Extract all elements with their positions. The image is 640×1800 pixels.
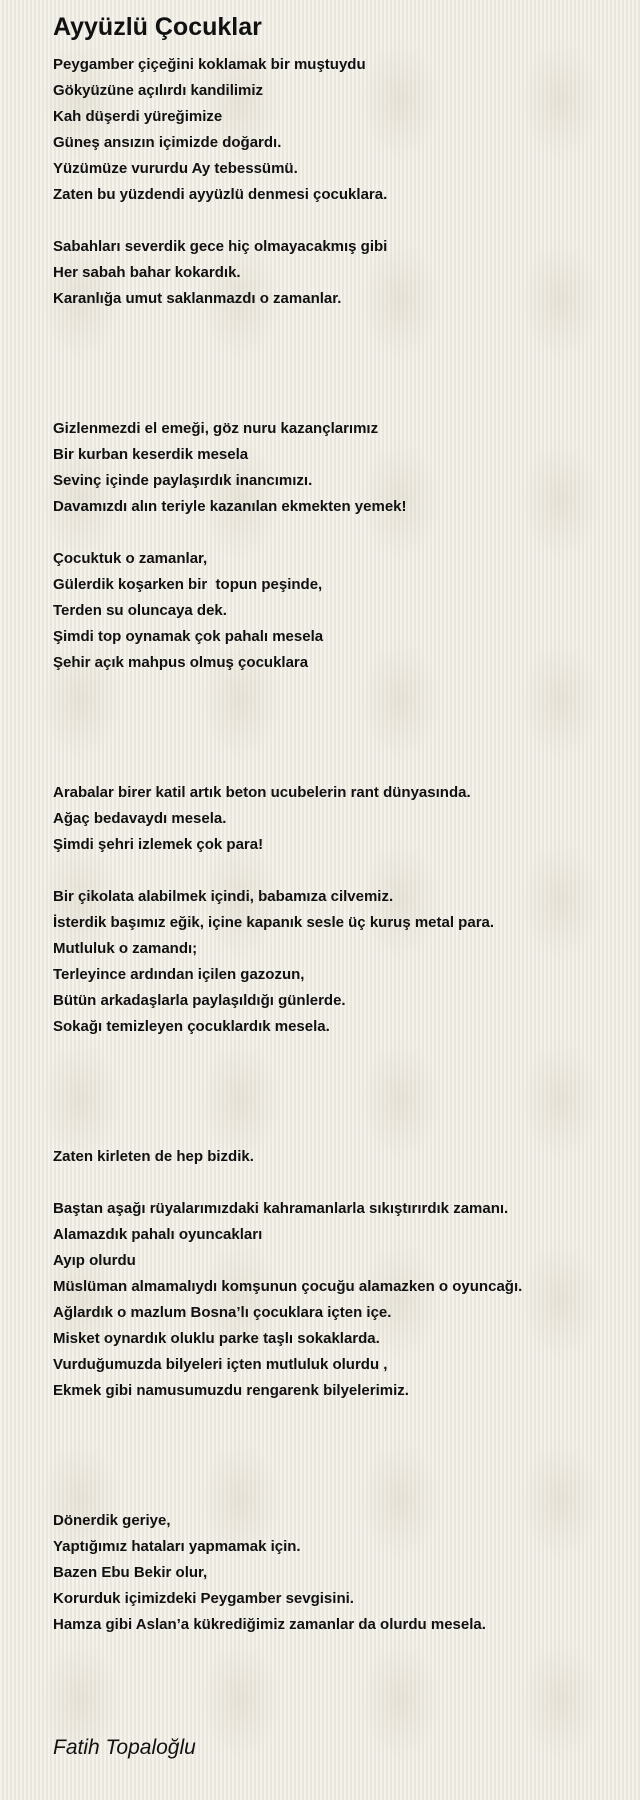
- poem-line: Misket oynardık oluklu parke taşlı sokaklarda.: [53, 1330, 380, 1347]
- poem-line: Şimdi şehri izlemek çok para!: [53, 836, 264, 853]
- poem-line: Sabahları severdik gece hiç olmayacakmış gibi: [53, 238, 388, 255]
- poem-line: Mutluluk o zamandı;: [53, 940, 198, 957]
- stanza-gap: [53, 1170, 640, 1196]
- poem-line: Dönerdik geriye,: [53, 1512, 171, 1529]
- stanza-gap: [53, 676, 640, 780]
- stanza: [53, 1196, 640, 1404]
- stanza-gap: [53, 858, 640, 884]
- poem-line: Karanlığa umut saklanmazdı o zamanlar.: [53, 290, 342, 307]
- stanza: [53, 234, 640, 312]
- poem-line: Ağlardık o mazlum Bosna’lı çocuklara içten içe.: [53, 1304, 392, 1321]
- poem-line: Gizlenmezdi el emeği, göz nuru kazançlarımız: [53, 420, 379, 437]
- poem-line: Terden su oluncaya dek.: [53, 602, 227, 619]
- poem-line: Kah düşerdi yüreğimize: [53, 108, 223, 125]
- poem-line: Alamazdık pahalı oyuncakları: [53, 1226, 263, 1243]
- poem-line: Bütün arkadaşlarla paylaşıldığı günlerde.: [53, 992, 346, 1009]
- poem-line: Güneş ansızın içimizde doğardı.: [53, 134, 282, 151]
- poem-line: Ağaç bedavaydı mesela.: [53, 810, 227, 827]
- stanza-gap: [53, 520, 640, 546]
- poem-line: Ekmek gibi namusumuzdu rengarenk bilyelerimiz.: [53, 1382, 409, 1399]
- stanza: [53, 884, 640, 1040]
- poem-line: Zaten bu yüzdendi ayyüzlü denmesi çocuklara.: [53, 186, 388, 203]
- stanza-gap: [53, 1404, 640, 1508]
- poem-line: Hamza gibi Aslan’a kükrediğimiz zamanlar da olurdu mesela.: [53, 1616, 486, 1633]
- stanza-gap: [53, 208, 640, 234]
- poem-line: Bir çikolata alabilmek içindi, babamıza cilvemiz.: [53, 888, 394, 905]
- stanza-gap: [53, 312, 640, 416]
- poem-line: Çocuktuk o zamanlar,: [53, 550, 208, 567]
- poem-line: Yüzümüze vururdu Ay tebessümü.: [53, 160, 298, 177]
- poem-body: [53, 52, 640, 1638]
- poem-line: Ayıp olurdu: [53, 1252, 136, 1269]
- stanza: [53, 416, 640, 520]
- poem-line: Zaten kirleten de hep bizdik.: [53, 1148, 254, 1165]
- stanza: [53, 1508, 640, 1638]
- poem-line: Arabalar birer katil artık beton ucubelerin rant dünyasında.: [53, 784, 471, 801]
- stanza-gap: [53, 1040, 640, 1144]
- poem-line: Bazen Ebu Bekir olur,: [53, 1564, 208, 1581]
- poem-line: Şimdi top oynamak çok pahalı mesela: [53, 628, 324, 645]
- poem-line: Gülerdik koşarken bir topun peşinde,: [53, 576, 323, 593]
- poem-line: Davamızdı alın teriyle kazanılan ekmekten yemek!: [53, 498, 407, 515]
- poem-line: Yaptığımız hataları yapmamak için.: [53, 1538, 301, 1555]
- poem-line: Korurduk içimizdeki Peygamber sevgisini.: [53, 1590, 354, 1607]
- poem-author: Fatih Topaloğlu: [53, 1736, 196, 1759]
- poem-line: Sevinç içinde paylaşırdık inancımızı.: [53, 472, 313, 489]
- poem-line: Vurduğumuzda bilyeleri içten mutluluk olurdu ,: [53, 1356, 388, 1373]
- poem-line: Baştan aşağı rüyalarımızdaki kahramanlarla sıkıştırırdık zamanı.: [53, 1200, 509, 1217]
- poem-line: Şehir açık mahpus olmuş çocuklara: [53, 654, 309, 671]
- stanza: [53, 780, 640, 858]
- poem-line: Terleyince ardından içilen gazozun,: [53, 966, 305, 983]
- poem-line: Her sabah bahar kokardık.: [53, 264, 241, 281]
- poem-line: Bir kurban keserdik mesela: [53, 446, 249, 463]
- poem-line: Müslüman almamalıydı komşunun çocuğu alamazken o oyuncağı.: [53, 1278, 523, 1295]
- poem-line: İsterdik başımız eğik, içine kapanık sesle üç kuruş metal para.: [53, 914, 495, 931]
- poem-line: Peygamber çiçeğini koklamak bir muştuydu: [53, 56, 366, 73]
- poem-line: Gökyüzüne açılırdı kandilimiz: [53, 82, 264, 99]
- stanza: [53, 546, 640, 676]
- stanza: [53, 1144, 640, 1170]
- poem-line: Sokağı temizleyen çocuklardık mesela.: [53, 1018, 330, 1035]
- stanza: [53, 52, 640, 208]
- poem-title: Ayyüzlü Çocuklar: [53, 13, 262, 41]
